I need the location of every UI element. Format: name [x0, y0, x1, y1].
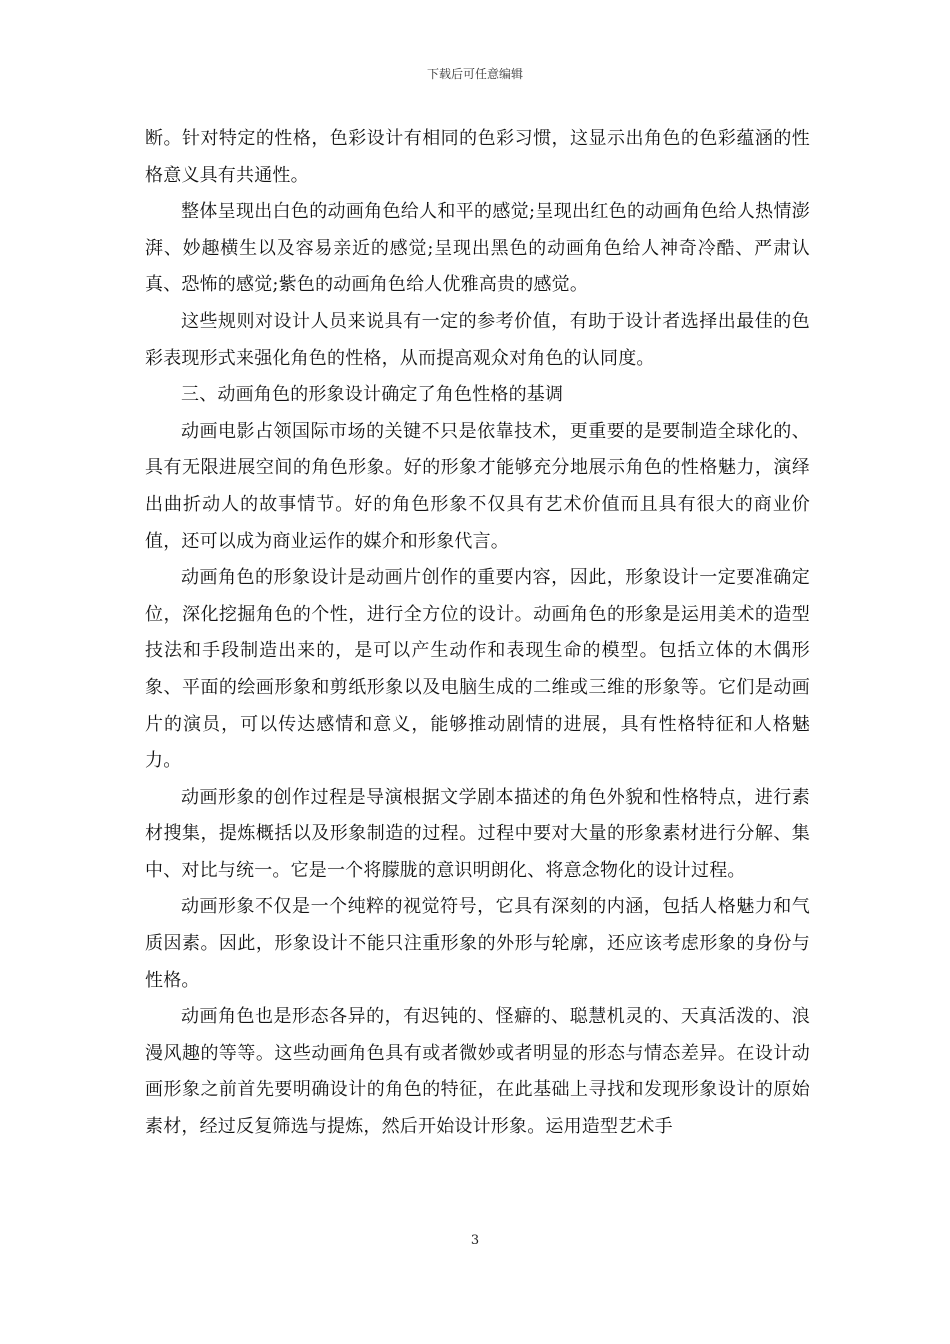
- document-body: [145, 121, 810, 1146]
- paragraph: 动画角色的形象设计是动画片创作的重要内容，因此，形象设计一定要准确定位，深化挖掘角色的个性，进行全方位的设计。动画角色的形象是运用美术的造型技法和手段制造出来的，是可以产生动作和表现生命的模型。包括立体的木偶形象、平面的绘画形象和剪纸形象以及电脑生成的二维或三维的形象等。它们是动画片的演员，可以传达感情和意义，能够推动剧情的进展，具有性格特征和人格魅力。: [145, 567, 810, 772]
- paragraph: 这些规则对设计人员来说具有一定的参考价值，有助于设计者选择出最佳的色彩表现形式来强化角色的性格，从而提高观众对角色的认同度。: [145, 310, 810, 369]
- paragraph: 动画形象的创作过程是导演根据文学剧本描述的角色外貌和性格特点，进行素材搜集，提炼概括以及形象制造的过程。过程中要对大量的形象素材进行分解、集中、对比与统一。它是一个将朦胧的意识明朗化、将意念物化的设计过程。: [145, 786, 810, 881]
- paragraph: 动画形象不仅是一个纯粹的视觉符号，它具有深刻的内涵，包括人格魅力和气质因素。因此，形象设计不能只注重形象的外形与轮廓，还应该考虑形象的身份与性格。: [145, 896, 810, 991]
- section-heading: 三、动画角色的形象设计确定了角色性格的基调: [181, 384, 564, 406]
- page-number: 3: [470, 1233, 480, 1248]
- paragraph: 动画电影占领国际市场的关键不只是依靠技术，更重要的是要制造全球化的、具有无限进展空间的角色形象。好的形象才能够充分地展示角色的性格魅力，演绎出曲折动人的故事情节。好的角色形象不仅具有艺术价值而且具有很大的商业价值，还可以成为商业运作的媒介和形象代言。: [145, 420, 810, 552]
- page-header: 下载后可任意编辑: [426, 67, 523, 81]
- paragraph-continuation: 断。针对特定的性格，色彩设计有相同的色彩习惯，这显示出角色的色彩蕴涵的性格意义具有共通性。: [145, 128, 810, 186]
- paragraph: 动画角色也是形态各异的，有迟钝的、怪癖的、聪慧机灵的、天真活泼的、浪漫风趣的等等。这些动画角色具有或者微妙或者明显的形态与情态差异。在设计动画形象之前首先要明确设计的角色的特征，在此基础上寻找和发现形象设计的原始素材，经过反复筛选与提炼，然后开始设计形象。运用造型艺术手: [145, 1006, 810, 1138]
- paragraph: 整体呈现出白色的动画角色给人和平的感觉;呈现出红色的动画角色给人热情澎湃、妙趣横生以及容易亲近的感觉;呈现出黑色的动画角色给人神奇冷酷、严肃认真、恐怖的感觉;紫色的动画角色给人优雅高贵的感觉。: [145, 201, 810, 296]
